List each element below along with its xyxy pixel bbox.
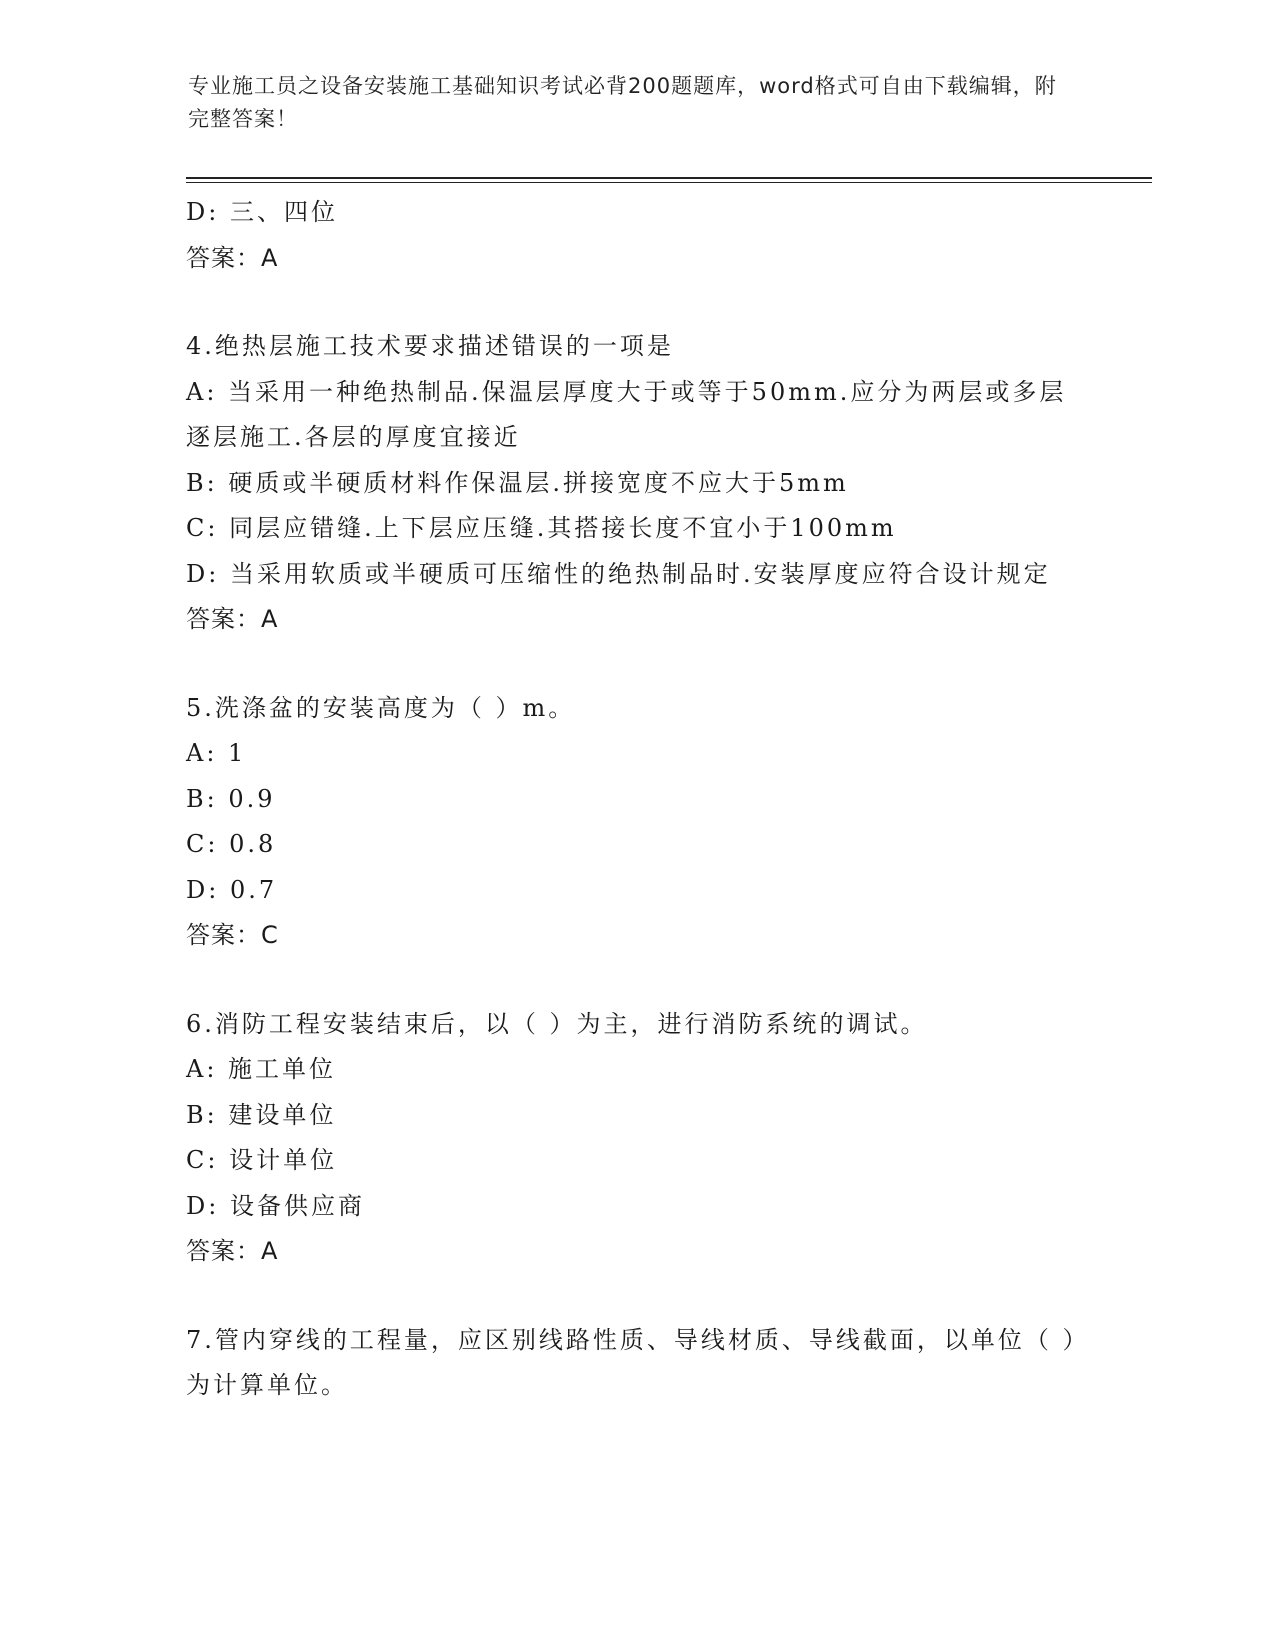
header-rule-thin (186, 182, 1152, 183)
option-d: D: 0.7 (186, 875, 278, 904)
option-c: C: 设计单位 (186, 1146, 338, 1174)
question-block (186, 190, 1086, 281)
answer: 答案：A (186, 243, 279, 272)
question-block (186, 1002, 1086, 1275)
question-block (186, 1318, 1086, 1409)
option-d: D: 三、四位 (186, 198, 338, 226)
question-prompt: 6.消防工程安装结束后，以（ ）为主，进行消防系统的调试。 (186, 1009, 928, 1038)
option-d: D: 设备供应商 (186, 1191, 365, 1220)
option-b: B: 硬质或半硬质材料作保温层.拼接宽度不应大于5mm (186, 468, 849, 497)
question-prompt: 4.绝热层施工技术要求描述错误的一项是 (186, 332, 674, 360)
answer: 答案：C (186, 921, 279, 949)
answer: 答案：A (186, 605, 279, 633)
question-list (186, 190, 1086, 1409)
option-a: A: 1 (186, 739, 247, 767)
document-header: 专业施工员之设备安装施工基础知识考试必背200题题库，word格式可自由下载编辑，附完整答案！ (188, 74, 1057, 131)
answer: 答案：A (186, 1237, 279, 1265)
question-prompt: 7.管内穿线的工程量，应区别线路性质、导线材质、导线截面，以单位（ ）为计算单位。 (186, 1325, 1078, 1399)
option-a: A: 当采用一种绝热制品.保温层厚度大于或等于50mm.应分为两层或多层逐层施工.各层的厚度宜接近 (186, 377, 1067, 451)
question-block (186, 324, 1086, 643)
option-d: D: 当采用软质或半硬质可压缩性的绝热制品时.安装厚度应符合设计规定 (186, 559, 1051, 588)
option-a: A: 施工单位 (186, 1055, 337, 1083)
option-b: B: 0.9 (186, 784, 276, 813)
question-prompt: 5.洗涤盆的安装高度为（ ）m。 (186, 693, 576, 722)
option-c: C: 0.8 (186, 830, 277, 858)
header-rule-thick (186, 177, 1152, 179)
option-c: C: 同层应错缝.上下层应压缝.其搭接长度不宜小于100mm (186, 514, 897, 542)
question-block (186, 686, 1086, 959)
option-b: B: 建设单位 (186, 1100, 337, 1129)
